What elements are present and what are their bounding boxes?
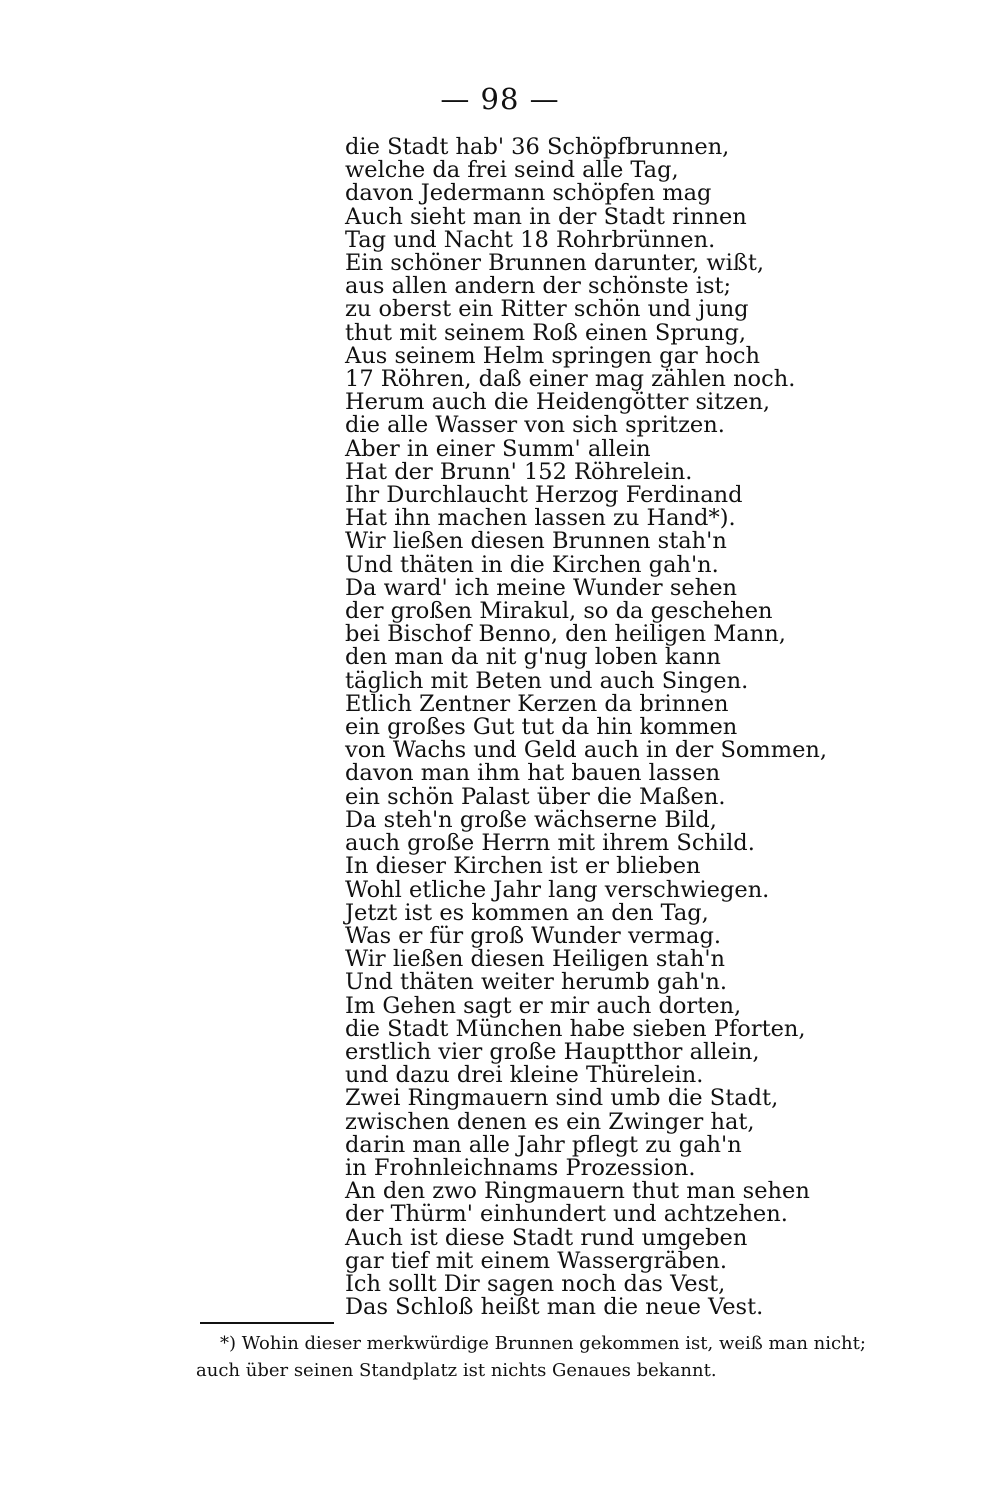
verse-line: 17 Röhren, daß einer mag zählen noch. [345, 366, 796, 393]
verse-line: Wir ließen diesen Heiligen stah'n [345, 946, 726, 973]
footnote-line: *) Wohin dieser merkwürdige Brunnen gekommen ist, weiß man nicht; [220, 1333, 866, 1354]
verse-line: davon man ihm hat bauen lassen [345, 760, 721, 787]
verse-line: gar tief mit einem Wassergräben. [345, 1247, 727, 1274]
verse-line: in Frohnleichnams Prozession. [345, 1154, 696, 1181]
verse-line: Wohl etliche Jahr lang verschwiegen. [345, 876, 770, 903]
footnote [196, 1330, 956, 1384]
footnote-line: auch über seinen Standplatz ist nichts Genaues bekannt. [196, 1360, 717, 1381]
verse-line: davon Jedermann schöpfen mag [345, 180, 712, 207]
verse-line: Was er für groß Wunder vermag. [345, 922, 722, 949]
verse-line: Da steh'n große wächserne Bild, [345, 806, 717, 833]
verse-line: Und thäten weiter herumb gah'n. [345, 969, 728, 996]
verse-line: auch große Herrn mit ihrem Schild. [345, 830, 755, 857]
verse-line: Herum auch die Heidengötter sitzen, [345, 389, 771, 416]
page-number: — 98 — [440, 82, 560, 116]
verse-line: Aber in einer Summ' allein [345, 435, 651, 462]
verse-line: Hat ihn machen lassen zu Hand*). [345, 505, 736, 532]
verse-line: Hat der Brunn' 152 Röhrelein. [345, 458, 693, 485]
verse-line: bei Bischof Benno, den heiligen Mann, [345, 621, 786, 648]
verse-line: ein großes Gut tut da hin kommen [345, 714, 738, 741]
verse-line: Und thäten in die Kirchen gah'n. [345, 551, 719, 578]
verse-line: Da ward' ich meine Wunder sehen [345, 574, 738, 601]
verse-line: Das Schloß heißt man die neue Vest. [345, 1294, 764, 1321]
verse-line: zu oberst ein Ritter schön und jung [345, 296, 749, 323]
verse-line: aus allen andern der schönste ist; [345, 273, 732, 300]
verse-line: die Stadt München habe sieben Pforten, [345, 1015, 806, 1042]
verse-line: den man da nit g'nug loben kann [345, 644, 721, 671]
verse-line: zwischen denen es ein Zwinger hat, [345, 1108, 755, 1135]
verse-line: An den zwo Ringmauern thut man sehen [345, 1178, 810, 1205]
verse-line: Im Gehen sagt er mir auch dorten, [345, 992, 742, 1019]
verse-line: die alle Wasser von sich spritzen. [345, 412, 725, 439]
verse-line: Zwei Ringmauern sind umb die Stadt, [345, 1085, 779, 1112]
verse-line: Wir ließen diesen Brunnen stah'n [345, 528, 727, 555]
verse-line: In dieser Kirchen ist er blieben [345, 853, 701, 880]
verse-line: Auch sieht man in der Stadt rinnen [345, 203, 747, 230]
verse-line: der großen Mirakul, so da geschehen [345, 598, 773, 625]
footnote-divider [200, 1322, 334, 1324]
verse-line: Ein schöner Brunnen darunter, wißt, [345, 250, 765, 277]
verse-line: Etlich Zentner Kerzen da brinnen [345, 690, 729, 717]
verse-line: Ich sollt Dir sagen noch das Vest, [345, 1270, 726, 1297]
verse-line: die Stadt hab' 36 Schöpfbrunnen, [345, 134, 730, 160]
verse-block [345, 136, 985, 1319]
verse-line: welche da frei seind alle Tag, [345, 157, 679, 184]
verse-line: Jetzt ist es kommen an den Tag, [345, 899, 709, 926]
verse-line: ein schön Palast über die Maßen. [345, 783, 726, 810]
verse-line: von Wachs und Geld auch in der Sommen, [345, 737, 828, 764]
verse-line: der Thürm' einhundert und achtzehen. [345, 1201, 788, 1228]
verse-line: Tag und Nacht 18 Rohrbrünnen. [345, 226, 716, 253]
verse-line: Aus seinem Helm springen gar hoch [345, 342, 761, 369]
verse-line: und dazu drei kleine Thürelein. [345, 1062, 704, 1089]
verse-line: erstlich vier große Hauptthor allein, [345, 1038, 760, 1065]
verse-line: Ihr Durchlaucht Herzog Ferdinand [345, 482, 743, 509]
verse-line: Auch ist diese Stadt rund umgeben [345, 1224, 748, 1251]
verse-line: thut mit seinem Roß einen Sprung, [345, 319, 747, 346]
verse-line: darin man alle Jahr pflegt zu gah'n [345, 1131, 742, 1158]
verse-line: täglich mit Beten und auch Singen. [345, 667, 749, 694]
